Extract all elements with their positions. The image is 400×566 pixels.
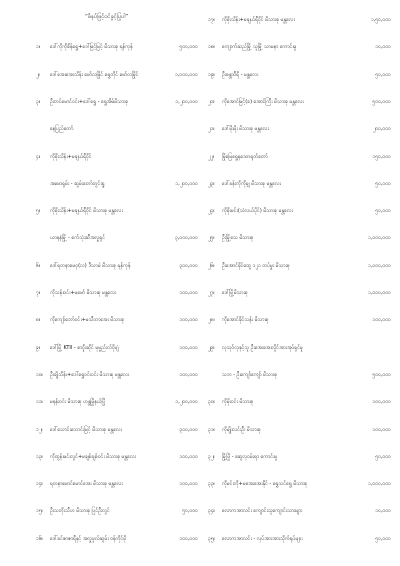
donation-row [208, 15, 398, 25]
donor-description: ဒေါ်မိုးမိုး မိသားစု မန္တလေး [222, 126, 269, 133]
donation-row [208, 179, 398, 189]
donation-row [36, 315, 200, 325]
row-number: ၁၆။ [36, 535, 44, 542]
donation-row [208, 261, 398, 271]
donation-row [36, 70, 200, 80]
row-number: ၂၂။ [208, 153, 215, 160]
row-number: ၂၇။ [208, 290, 215, 296]
donation-amount: ၅၀၀,၀၀၀ [372, 98, 391, 105]
donation-row [36, 261, 200, 271]
row-number: ၂၉။ [208, 344, 215, 351]
donation-amount: ၁,၀၀၀,၀၀၀ [368, 262, 391, 269]
donation-amount: ၁,၅၀,၀၀၀ [370, 17, 391, 23]
donor-description: ကိုထွန်းမင်းလွင်+မချစ်ချစ်ဝင်း မိသားစု မန္တလေး [50, 453, 136, 460]
donor-description: ကိုမင်းကို+မအေးအေးနိုင် - ရွှေသင်ရွှေ မိသားစု [222, 481, 308, 488]
donor-description: ကိုအောင်ခိုင်သန်း မိသားစု [222, 317, 269, 324]
donor-description: ဒေါ်ခန်းကိုကိုမျှ မိသားစု မန္တလေး [222, 180, 281, 187]
donor-description: ကိုသန်းဝင်း+မမော် မိသားစု မန္တလေး [50, 290, 117, 296]
donation-amount: ၃၀၀,၀၀၀ [179, 426, 198, 433]
donor-description: အမောရှမ်း - ဆွမ်းတော်တွင်းရှူ [50, 180, 105, 187]
row-number: ၃၀။ [208, 399, 216, 406]
donation-row [36, 288, 200, 298]
row-number: ၁၇။ [208, 17, 216, 23]
donation-amount: ၁,၀၀၀,၀၀၀ [368, 481, 391, 488]
donation-row [36, 152, 200, 162]
donor-description: လောကအာလင်း ကျောင်းသူကျောင်းသားများ [222, 508, 303, 515]
donation-row [36, 425, 200, 435]
donor-description: ယာနနံမြို့ - စက်သုံးဆီအလှူရှင် [50, 235, 106, 242]
row-number: ၂၁။ [208, 126, 215, 133]
donation-amount: ၅၀,၀၀၀ [375, 208, 391, 215]
donor-description: သဘ - ဦးကျော်ကျော် မိသားစု [222, 371, 277, 378]
donation-amount: ၁၀၀,၀၀၀ [179, 371, 198, 378]
donation-row [36, 42, 200, 52]
row-number: ၁၄။ [36, 481, 44, 488]
row-number: ၁၅။ [36, 508, 44, 515]
donation-row [208, 288, 398, 298]
document-title: “ဖိနပ်ဖြင့်ဝင်ခွင့်ပြုပါ” [85, 14, 129, 20]
row-number: ၃။ [36, 98, 41, 105]
donation-amount: ၁,၂၀၀,၀၀၀ [175, 180, 198, 187]
donation-amount: ၁၀၀,၀၀၀ [179, 453, 198, 460]
row-number: ၁။ [36, 44, 41, 51]
donation-amount: ၁၀၀,၀၀၀ [372, 317, 391, 324]
donation-amount: ၅၀,၀၀၀ [182, 508, 198, 515]
donor-description: ကိုစိုးသိန်း+မချယ်ရီဝိုင် မိသားစု မန္တလေး [222, 17, 295, 23]
row-number: ၂၀။ [208, 98, 215, 105]
donation-row [36, 124, 200, 134]
donor-description: ကိုကျော်ဘော်ဝင်း+မသီတာအေး မိသားစု [50, 317, 125, 324]
donation-row [208, 42, 398, 52]
row-number: ၁၈။ [208, 44, 216, 51]
donor-description: ကျောက်ဆည်မြို့ သူမြို့ သာမနာ ကောင်းမှု [222, 44, 297, 51]
donor-description: မြိုမြေရွှေနဒေတရုတ်တော် [222, 153, 268, 160]
row-number: ၂၆။ [208, 262, 215, 269]
row-number: ၁၁။ [36, 399, 44, 406]
donor-description: မနန်းဝင်း မိသားစု ဟန္တမြိုနယ်ပြို [50, 399, 106, 406]
donor-description: လောကအာလင်း - လှပ်အားအားသိုက်ရုပ်များ [222, 535, 303, 542]
donation-row [36, 370, 200, 380]
row-number: ၂၄။ [208, 208, 215, 215]
donor-description: ဒေါ်ကိုကိုစိန်ရွှေ+ဒေါ်မြင့်မြင့် မိသားစု ရန်ကုန် [50, 44, 133, 51]
row-number: ၃၁။ [208, 426, 216, 433]
donation-row [208, 152, 398, 162]
donation-amount: ၁၀၀,၀၀၀ [179, 535, 198, 542]
donation-amount: ၁၀၀,၀၀၀ [179, 290, 198, 296]
donation-row [208, 370, 398, 380]
donor-description: ဒေါ်ရတနာမေဝှ(လ) ဒီသာမဲ မိသားစု ရန်ကုန် [50, 262, 131, 269]
row-number: ၁၃။ [36, 453, 44, 460]
donation-amount: ၁၀၀,၀၀၀ [372, 426, 391, 433]
row-number: ၂။ [36, 71, 40, 78]
donation-amount: ၁၀၀,၀၀၀ [179, 344, 198, 351]
donation-amount: ၁၀၀,၀၀၀ [179, 317, 198, 324]
donation-row [208, 479, 398, 489]
row-number: ၂၅။ [208, 235, 215, 242]
row-number: ၁၂။ [36, 426, 43, 433]
donation-row [208, 452, 398, 462]
donor-description: ဦးမြို့သေ မိသားစု [222, 235, 254, 242]
donation-amount: ၅၀၀,၀၀၀ [372, 371, 391, 378]
donation-row [208, 506, 398, 516]
donation-row [36, 343, 200, 353]
donation-amount: ၅၀,၀၀၀ [375, 453, 391, 460]
donation-row [36, 206, 200, 216]
donation-row [208, 425, 398, 435]
row-number: ၄။ [36, 153, 41, 160]
donation-row [36, 479, 200, 489]
donation-amount: ၃၀၀,၀၀၀ [179, 262, 198, 269]
donation-amount: ၅၀,၀၀၀ [375, 535, 391, 542]
donor-description: ဒေါ်သောင်းသောင်းမြင့် မိသားစု မန္တလေး [50, 426, 122, 433]
donation-row [36, 506, 200, 516]
donation-amount: ၁,၀၀၀,၀၀၀ [175, 71, 198, 78]
donor-description: ဦးတင်မောင်ဝင်း+ဒေါ်ရွှေ - ရွှေအိမ်မိသားစု [50, 98, 129, 105]
donation-row [208, 534, 398, 544]
donor-description: နေပြည်တော် [50, 126, 74, 133]
row-number: ၃၂။ [208, 453, 215, 460]
donation-row [36, 233, 200, 243]
row-number: ၃၅။ [208, 535, 216, 542]
donation-row [208, 397, 398, 407]
donation-row [208, 233, 398, 243]
donation-row [208, 343, 398, 353]
row-number: ၂၃။ [208, 180, 215, 187]
row-number: ၈။ [36, 317, 41, 324]
donation-amount: ၁,၂၀၀,၀၀၀ [175, 98, 198, 105]
row-number: ၆။ [36, 262, 41, 269]
donation-row [208, 124, 398, 134]
row-number: ၁၀။ [36, 371, 44, 378]
donation-amount: ၁,၀၀၀,၀၀၀ [368, 290, 391, 296]
donor-description: ကိုမျိုးလင်းဦး မိသားစု [222, 426, 261, 433]
donation-amount: ၅၀,၀၀၀ [375, 71, 391, 78]
row-number: ၇။ [36, 290, 41, 296]
donation-amount: ၅၀၀,၀၀၀ [179, 44, 198, 51]
donation-amount: ၂၀၀,၀၀၀ [372, 126, 391, 133]
donation-row [208, 97, 398, 107]
donation-amount: ၅၀,၀၀၀ [375, 180, 391, 187]
donor-description: ကိုအောင်မြင့်(ခ) အောင်ကြီး မိသားစု မန္တလေး [222, 98, 304, 105]
donor-description: ကိုစိုးသိန်း+မချယ်ရီဝိုင် [50, 153, 92, 160]
donation-amount: ၁,၀၀၀,၀၀၀ [368, 235, 391, 242]
donor-description: မြို့ဖြို - ဆွေလှဝမ်းရာ ကောင်းမှု [222, 453, 278, 460]
donation-row [208, 315, 398, 325]
donation-row [208, 70, 398, 80]
donation-amount: ၁၅၀,၀၀၀ [372, 153, 391, 160]
donation-row [36, 534, 200, 544]
donation-row [36, 397, 200, 407]
donor-description: ကိုမိုးဝင်း မိသားစု [222, 399, 254, 406]
row-number: ၂၈။ [208, 317, 215, 324]
donor-description: ဒေါ်အေးအေးသိန်း မော်လမြိုင် ရွှေတိုင် မော်လမြိုင် [50, 71, 139, 78]
donor-description: လှသုဝ်လှနှင့်သူ ဦးအေးအေးလှိုင်အားအုပ်ရှင်မှု [222, 344, 303, 351]
donor-description: ဒေါ်မြို့ KTII - စာဝှိုးဆိုင် မုမ္မည်းလ်ဝိုဗျံ [50, 344, 119, 351]
donor-description: ကိုစိုးမင်း(သံလယ်ပိုင်) မိသားစု မန္တလေး [222, 208, 293, 215]
donation-row [36, 452, 200, 462]
donor-description: ဦးချိုသိန်း+ဒေါ်ရွှေဝင်းဝင်း မိသားစု မန္တလေး [50, 371, 130, 378]
row-number: ၃၄။ [208, 508, 216, 515]
row-number: ၃၃။ [208, 481, 216, 488]
donor-description: ဦးစန္တာဝီရိ - မန္တလေး [222, 71, 259, 78]
donor-description: ရတနာမောင်မောင်အေး မိသားစု မန္တလေး [50, 481, 123, 488]
row-number: ၉။ [36, 344, 41, 351]
donation-row [36, 179, 200, 189]
donation-amount: ၃,၀၀၀,၀၀၀ [175, 235, 198, 242]
donor-description: ဒေါ်မြို့မိသားစု [222, 290, 248, 296]
donor-description: ဦးအောင်ခိုင်ထွေ ၁၂၁ တပ်မှူး မိသားစု [222, 262, 290, 269]
donation-row [36, 97, 200, 107]
donation-amount: ၁၀,၀၀၀ [375, 44, 391, 51]
donation-row [36, 15, 200, 25]
row-number: ၁၉။ [208, 71, 216, 78]
donation-amount: ၁၀၀,၀၀၀ [179, 481, 198, 488]
donation-row [208, 206, 398, 216]
donor-description: ဒေါ်ခင်ဇာဇာရီနှင့် အလှူဖူလ်ဆွမ်း ဝန်ကိုင်မို [50, 535, 127, 542]
donation-amount: ၁,၂၀၀,၀၀၀ [175, 399, 198, 406]
donation-amount: ၁၀၀,၀၀၀ [372, 399, 391, 406]
donor-description: ကိုစိုးသိန်း+မချယ်ရီဝိုင် မိသားစု မန္တလေး [50, 208, 123, 215]
donation-amount: ၁၀,၀၀၀ [375, 508, 391, 515]
row-number: ၅။ [36, 208, 41, 215]
donor-description: ဦးသတိုးသီဟ မိသားစု ပြင်ဦးလွင် [50, 508, 110, 515]
